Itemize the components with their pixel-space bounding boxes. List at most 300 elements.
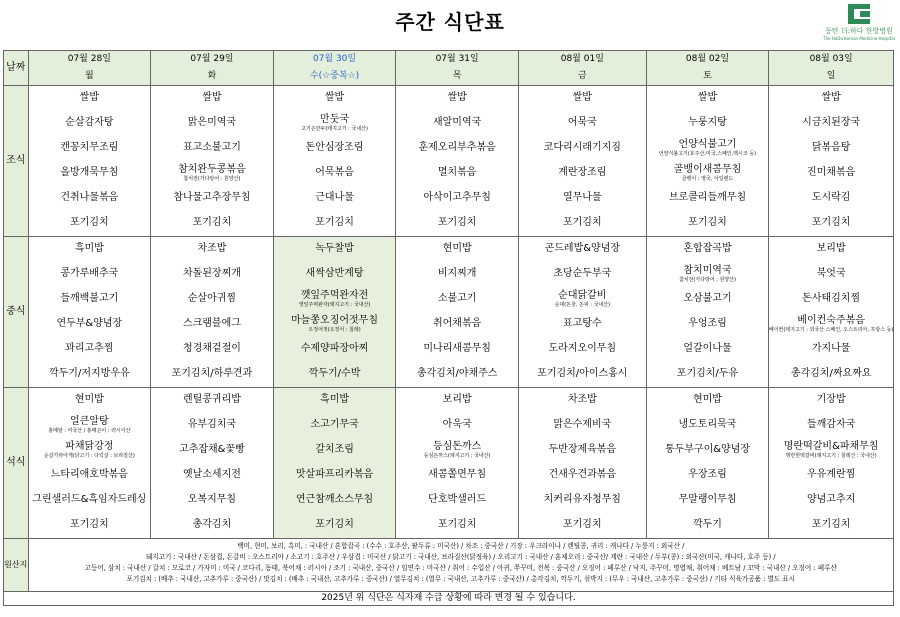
menu-item [29, 237, 151, 262]
menu-item [274, 237, 396, 262]
dish-name: 갈치조림 [315, 444, 354, 456]
dish-name: 무말랭이무침 [678, 494, 737, 506]
date-cell: 07월 28일 [28, 51, 151, 69]
menu-cell [646, 388, 769, 539]
menu-item [769, 86, 893, 111]
dish-origin-note: 순대(돈창, 돈피 : 국내산) [554, 301, 611, 308]
dish-name: 진미채볶음 [806, 167, 856, 179]
dish-name: 곤드레밥&양념장 [544, 243, 621, 255]
dish-name: 보리밥 [442, 394, 472, 406]
dish-name: 참치미역국 [683, 265, 732, 277]
menu-item [151, 488, 273, 513]
dish-name: 기장밥 [816, 394, 846, 406]
dish-name: 훈제오리부추볶음 [418, 142, 496, 154]
menu-cell [151, 388, 274, 539]
menu-cell [769, 86, 894, 237]
dish-name: 차조밥 [567, 394, 597, 406]
menu-item [396, 438, 518, 463]
menu-cell [518, 86, 646, 237]
lunch-row [4, 237, 894, 388]
menu-item [274, 136, 396, 161]
origin-line: 돼지고기 : 국내산 / 돈삼겹, 돈갈비 : 오스트리아 / 소고기 : 호주산 / 우삼겹 : 미국산 / 닭고기 : 국내산, 브라질산(닭정육) / 오리고기 : 국내산 / 훈제오리 : 중국산/ 계란 : 국내산 / 두부(콩) : 외국산(미국, 캐나다, 호주 등) / [145, 553, 776, 561]
dish-name: 깍두기 [692, 519, 722, 531]
menu-cell [273, 388, 396, 539]
dish-name: 깻잎주먹완자전 [300, 290, 369, 302]
hospital-subtitle: The HaDa Korean Medicine Hospital [823, 36, 895, 41]
menu-item [151, 237, 273, 262]
menu-cell [396, 388, 519, 539]
menu-item [396, 413, 518, 438]
menu-item [274, 287, 396, 312]
menu-item [274, 262, 396, 287]
dish-origin-note: 순살가라아게(닭고기 : 다릭살 : 브라질산) [43, 452, 135, 459]
menu-item [274, 161, 396, 186]
menu-item [519, 337, 646, 362]
menu-cell [769, 237, 894, 388]
menu-item [151, 211, 273, 236]
dish-name: 현미밥 [74, 394, 104, 406]
menu-item [769, 287, 893, 312]
dish-name: 열무나물 [562, 192, 602, 204]
dish-name: 우유계란찜 [806, 469, 856, 481]
dish-name: 쌀밥 [821, 92, 841, 104]
menu-cell [396, 86, 519, 237]
dish-name: 북엇국 [816, 268, 846, 280]
dish-name: 우엉조림 [688, 318, 727, 330]
dish-name: 포기김치 [562, 519, 602, 531]
menu-item [519, 237, 646, 262]
menu-item [769, 388, 893, 413]
menu-item [274, 463, 396, 488]
menu-item [519, 161, 646, 186]
dish-name: 순살아귀찜 [187, 293, 237, 305]
dish-name: 코다리시래기지짐 [543, 142, 621, 154]
menu-item [769, 262, 893, 287]
menu-cell [151, 237, 274, 388]
dish-name: 캔꽁치무조림 [60, 142, 119, 154]
menu-item [647, 463, 769, 488]
menu-item [647, 86, 769, 111]
dish-name: 총각김치/야채주스 [416, 368, 498, 380]
menu-item [396, 262, 518, 287]
dish-name: 참치완두콩볶음 [178, 164, 246, 176]
menu-item [151, 413, 273, 438]
dish-name: 쌀밥 [447, 92, 467, 104]
dish-name: 건취나물볶음 [60, 192, 119, 204]
hospital-name: 동탄 더:하다 한방병원 [825, 27, 893, 35]
menu-item [29, 262, 151, 287]
menu-item [396, 513, 518, 538]
origin-info [28, 539, 893, 592]
menu-item [274, 388, 396, 413]
dish-name: 파채닭강정 [65, 441, 114, 453]
weekday-cell: 수(☆중복☆) [273, 68, 396, 86]
menu-item [519, 388, 646, 413]
menu-item [151, 513, 273, 538]
menu-item [519, 136, 646, 161]
dish-name: 새콤쫄면무침 [428, 469, 487, 481]
menu-item [274, 413, 396, 438]
dinner-row [4, 388, 894, 539]
dish-name: 아욱국 [442, 419, 472, 431]
dish-name: 느타리애호박볶음 [50, 469, 128, 481]
menu-item [396, 86, 518, 111]
menu-item [29, 211, 151, 236]
dish-name: 돈안심장조림 [305, 142, 364, 154]
menu-item [151, 388, 273, 413]
dish-name: 그린샐러드&흑임자드레싱 [32, 494, 147, 506]
menu-item [396, 161, 518, 186]
menu-item [647, 262, 769, 287]
dish-name: 콩가루배추국 [60, 268, 119, 280]
dish-name: 만둣국 [320, 114, 350, 126]
dish-name: 마늘쫑오징어젓무침 [291, 315, 379, 327]
menu-item [274, 111, 396, 136]
dish-name: 두반장제육볶음 [548, 444, 617, 456]
dish-origin-note: 언양식불고기(호주산,미국,스페인,멕시코 등) [658, 150, 757, 157]
menu-cell [28, 388, 151, 539]
dish-name: 올방개묵무침 [60, 167, 119, 179]
dish-name: 포기김치 [70, 217, 109, 229]
menu-item [519, 463, 646, 488]
menu-item [519, 287, 646, 312]
menu-item [396, 186, 518, 211]
menu-item [769, 237, 893, 262]
menu-item [396, 312, 518, 337]
dish-name: 닭볶음탕 [811, 142, 851, 154]
menu-item [151, 86, 273, 111]
menu-item [647, 111, 769, 136]
menu-cell [28, 86, 151, 237]
menu-item [151, 136, 273, 161]
menu-item [29, 287, 151, 312]
weekday-cell: 금 [518, 68, 646, 86]
menu-item [29, 488, 151, 513]
menu-item [29, 312, 151, 337]
dish-name: 순대닭갈비 [558, 290, 607, 302]
date-cell: 08월 03일 [769, 51, 894, 69]
dish-origin-note: 골뱅이 : 영국, 아일랜드 [681, 175, 734, 182]
dish-origin-note: 등심돈까스(돼지고기 : 국내산) [423, 452, 491, 459]
dish-name: 연근참깨소스무침 [295, 494, 374, 506]
dish-name: 쌀밥 [697, 92, 718, 104]
menu-item [769, 463, 893, 488]
page-title: 주간 식단표 [395, 10, 505, 34]
dish-origin-note: 깻잎주먹완자(돼지고기 : 국내산) [298, 301, 371, 308]
menu-item [396, 362, 518, 387]
date-cell: 07월 30일 [273, 51, 396, 69]
weekday-cell: 목 [396, 68, 519, 86]
dish-name: 포기김치 [315, 217, 354, 229]
dish-name: 언양식불고기 [678, 139, 737, 151]
dish-name: 현미밥 [442, 243, 472, 255]
dish-name: 취어채볶음 [432, 318, 482, 330]
menu-item [519, 211, 646, 236]
menu-item [519, 413, 646, 438]
dish-name: 양념고추지 [806, 494, 856, 506]
weekday-cell: 월 [28, 68, 151, 86]
menu-item [29, 86, 151, 111]
dish-name: 얼큰알탕 [70, 416, 109, 428]
origin-line: 포기김치 : (배추 : 국내산, 고추가루 : 중국산) / 맛김치 : (배추 : 국내산, 고추가루 : 중국산) / 열무김치 : (열무 : 국내산, 고추가루 : 중국산) / 총각김치, 깍두기, 섞박지 : (무우 : 국내산, 고추가루 : 중국산) / 기타 식육가공품 : 별도 표시 [126, 575, 796, 583]
dish-name: 포기김치/두유 [676, 368, 739, 380]
dish-name: 스크램블에그 [182, 318, 241, 330]
dish-name: 차돌된장찌개 [182, 268, 241, 280]
menu-item [647, 388, 769, 413]
date-cell: 08월 01일 [518, 51, 646, 69]
dish-name: 맑은수제비국 [553, 419, 612, 431]
menu-cell [151, 86, 274, 237]
menu-item [519, 362, 646, 387]
meal-label: 석식 [4, 388, 29, 539]
dish-name: 초당순두부국 [553, 268, 612, 280]
menu-item [647, 438, 769, 463]
menu-item [396, 211, 518, 236]
dish-name: 쌀밥 [202, 92, 222, 104]
menu-cell [28, 237, 151, 388]
dish-name: 옛날소세지전 [182, 469, 241, 481]
dish-name: 유부김치국 [187, 419, 237, 431]
date-row [4, 51, 894, 69]
dish-name: 수제양파장아찌 [300, 343, 369, 355]
dish-name: 쌀밥 [572, 92, 592, 104]
dish-name: 시금치된장국 [802, 117, 861, 129]
menu-item [519, 513, 646, 538]
menu-item [769, 513, 893, 538]
menu-item [151, 186, 273, 211]
weekday-row [4, 68, 894, 86]
menu-item [519, 312, 646, 337]
dish-name: 골뱅이새콤무침 [673, 164, 742, 176]
dish-name: 쌀밥 [79, 92, 99, 104]
dish-name: 포기김치/아이스홍시 [537, 368, 628, 380]
menu-item [29, 463, 151, 488]
dish-name: 표고소불고기 [182, 142, 241, 154]
menu-item [396, 388, 518, 413]
weekday-cell: 화 [151, 68, 274, 86]
dish-name: 맑은미역국 [187, 117, 237, 129]
dish-name: 오복지무침 [187, 494, 237, 506]
menu-item [396, 237, 518, 262]
weekly-menu-table [3, 50, 894, 606]
dish-name: 오삼불고기 [683, 293, 732, 305]
dish-name: 소불고기 [437, 293, 477, 305]
dish-name: 브로콜리들깨무침 [668, 192, 747, 204]
dish-name: 우장조림 [688, 469, 727, 481]
dish-name: 미나리새콤무침 [423, 343, 491, 355]
menu-item [769, 362, 893, 387]
menu-item [29, 438, 151, 463]
dish-name: 포기김치 [192, 217, 232, 229]
dish-name: 순살감자탕 [65, 117, 114, 129]
menu-cell [518, 388, 646, 539]
menu-item [396, 488, 518, 513]
menu-item [274, 488, 396, 513]
menu-item [29, 362, 151, 387]
dish-name: 들깨감자국 [806, 419, 856, 431]
menu-item [151, 312, 273, 337]
menu-cell [769, 388, 894, 539]
menu-item [647, 413, 769, 438]
menu-item [29, 388, 151, 413]
dish-name: 표고탕수 [562, 318, 602, 330]
dish-name: 치커리유자청무침 [543, 494, 621, 506]
menu-item [647, 337, 769, 362]
dish-name: 베이컨숙주볶음 [797, 315, 865, 327]
dish-name: 청경채겉절이 [182, 343, 241, 355]
menu-item [151, 438, 273, 463]
dish-name: 고추잡채&꽃빵 [179, 444, 245, 456]
menu-item [647, 136, 769, 161]
dish-origin-note: 참치전(가다랑어 : 원양산) [678, 276, 737, 283]
dish-name: 새싹삼반계탕 [305, 268, 364, 280]
menu-item [769, 337, 893, 362]
dish-name: 포기김치 [70, 519, 109, 531]
menu-item [29, 136, 151, 161]
date-cell: 08월 02일 [646, 51, 769, 69]
dish-name: 깍두기/저지방우유 [48, 368, 130, 380]
menu-cell [646, 237, 769, 388]
origin-line: 고등어, 삼치 : 국내산 / 갈치 : 모로코 / 가자미 : 미국 / 코다리, 동태, 북어채 : 러시아 / 조기 : 국내산, 중국산 / 임연수 : 미국산 / 취어 : 수입산 / 아귀, 쭈꾸미, 전복 : 중국산 / 오징어 : 페루산 / 낙지, 주꾸미, 명엽채, 취어채 : 베트남 / 꼬막 : 국내산 / 오징어 : 페루산 [84, 564, 837, 572]
dish-name: 맛살파프리카볶음 [295, 469, 374, 481]
menu-item [769, 111, 893, 136]
menu-item [769, 438, 893, 463]
dish-name: 얼갈이나물 [683, 343, 732, 355]
dish-origin-note: 베이컨(돼지고기 : 외국산 스페인, 오스트리아, 프랑스 등) [768, 326, 894, 333]
menu-item [151, 362, 273, 387]
dish-name: 흑미밥 [320, 394, 350, 406]
dish-name: 포기김치 [437, 519, 477, 531]
dish-name: 명란떡갈비&파채무침 [783, 441, 879, 453]
dish-name: 포기김치 [562, 217, 602, 229]
menu-item [519, 262, 646, 287]
dish-name: 계란장조림 [558, 167, 607, 179]
origin-row [4, 539, 894, 592]
menu-item [647, 513, 769, 538]
dish-name: 근대나물 [315, 192, 354, 204]
menu-item [396, 287, 518, 312]
date-cell: 07월 31일 [396, 51, 519, 69]
date-cell: 07월 29일 [151, 51, 274, 69]
menu-item [519, 488, 646, 513]
dish-origin-note: 고기손만두(돼지고기 : 국내산) [301, 125, 368, 132]
origin-label: 원산지 [4, 539, 29, 592]
menu-item [396, 463, 518, 488]
menu-item [519, 86, 646, 111]
menu-item [769, 312, 893, 337]
dish-name: 보리밥 [816, 243, 846, 255]
weekday-cell: 일 [769, 68, 894, 86]
hospital-logo-icon [848, 4, 870, 24]
menu-item [647, 488, 769, 513]
dish-name: 어묵국 [567, 117, 597, 129]
menu-item [151, 111, 273, 136]
menu-item [29, 186, 151, 211]
dish-name: 꽈리고추찜 [65, 343, 114, 355]
dish-name: 멸치볶음 [437, 167, 477, 179]
menu-item [29, 161, 151, 186]
menu-item [769, 211, 893, 236]
menu-item [647, 161, 769, 186]
dish-name: 연두부&양념장 [56, 318, 123, 330]
notice-text: 2025년 위 식단은 식자재 수급 상황에 따라 변경 될 수 있습니다. [4, 592, 894, 606]
dish-name: 포기김치 [437, 217, 477, 229]
menu-item [647, 237, 769, 262]
dish-name: 포기김치 [811, 217, 851, 229]
dish-name: 들깨백불고기 [60, 293, 119, 305]
dish-name: 포기김치 [688, 217, 727, 229]
dish-name: 냉도토리묵국 [678, 419, 737, 431]
dish-name: 현미밥 [692, 394, 722, 406]
dish-name: 흑미밥 [74, 243, 104, 255]
dish-name: 돈사태김치찜 [802, 293, 861, 305]
dish-name: 총각김치 [192, 519, 232, 531]
menu-item [396, 337, 518, 362]
menu-item [151, 161, 273, 186]
dish-name: 누룽지탕 [688, 117, 727, 129]
dish-name: 참나물고추장무침 [173, 192, 251, 204]
menu-item [396, 136, 518, 161]
dish-name: 차조밥 [197, 243, 227, 255]
menu-item [151, 287, 273, 312]
dish-origin-note: 홍메알 : 미국산 / 홍메곤이 : 러시아산 [48, 427, 131, 434]
menu-item [769, 161, 893, 186]
dish-name: 건새우견과볶음 [548, 469, 617, 481]
menu-item [519, 438, 646, 463]
dish-name: 새알미역국 [432, 117, 482, 129]
dish-name: 도라지오이무침 [548, 343, 617, 355]
menu-item [769, 186, 893, 211]
menu-item [519, 111, 646, 136]
dish-name: 비지찌개 [437, 268, 477, 280]
menu-cell [518, 237, 646, 388]
menu-item [274, 211, 396, 236]
menu-item [769, 136, 893, 161]
dish-name: 녹두찰밥 [315, 243, 354, 255]
dish-name: 단호박샐러드 [428, 494, 487, 506]
menu-item [274, 513, 396, 538]
menu-item [274, 86, 396, 111]
menu-item [274, 186, 396, 211]
menu-item [274, 312, 396, 337]
dish-name: 혼합잡곡밥 [683, 243, 732, 255]
dish-name: 포기김치 [811, 519, 851, 531]
dish-name: 총각김치/짜요짜요 [790, 368, 872, 380]
dish-name: 소고기무국 [310, 419, 359, 431]
menu-cell [273, 237, 396, 388]
menu-item [647, 312, 769, 337]
dish-origin-note: 오징어젓(오징어 : 칠레) [308, 326, 361, 333]
dish-name: 등심돈까스 [432, 441, 482, 453]
menu-item [274, 337, 396, 362]
menu-item [29, 111, 151, 136]
hospital-logo [820, 4, 898, 41]
menu-item [647, 287, 769, 312]
dish-name: 포기김치 [315, 519, 354, 531]
dish-name: 어묵볶음 [315, 167, 354, 179]
menu-cell [273, 86, 396, 237]
meal-label: 중식 [4, 237, 29, 388]
menu-item [519, 186, 646, 211]
breakfast-row [4, 86, 894, 237]
origin-line: 백미, 현미, 보리, 흑미, : 국내산 / 혼합잡곡 : (수수 : 호주산, 팥두류 : 미국산) / 차조 : 중국산 / 기장 : 우크라이나 / 렌틸콩, 귀리 : 캐나다 / 누룽지 : 외국산 / [237, 542, 685, 550]
menu-item [151, 463, 273, 488]
menu-item [29, 337, 151, 362]
weekday-cell: 토 [646, 68, 769, 86]
menu-item [151, 262, 273, 287]
menu-item [274, 362, 396, 387]
menu-cell [396, 237, 519, 388]
